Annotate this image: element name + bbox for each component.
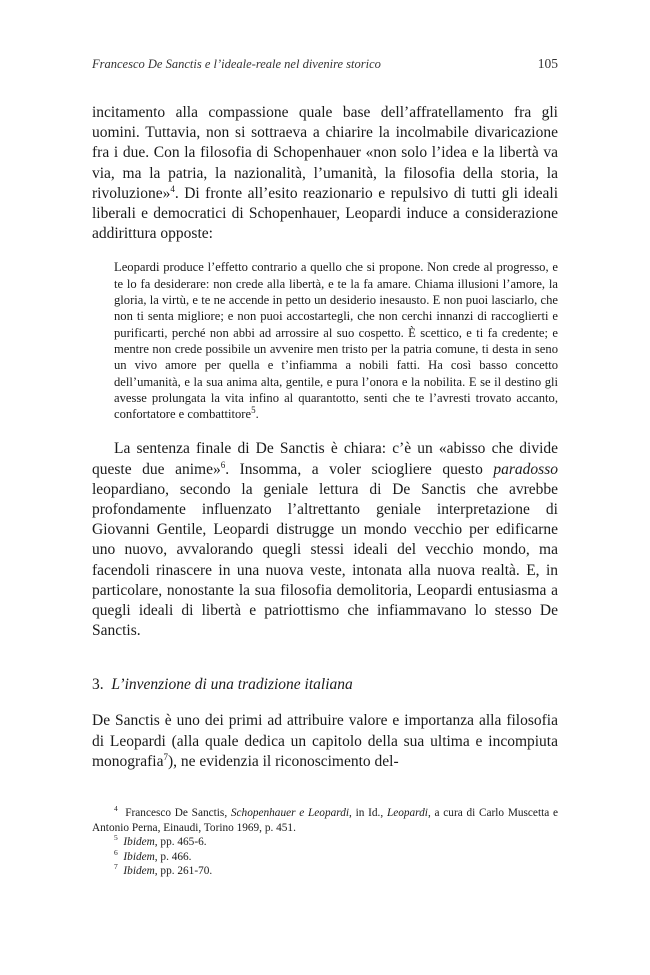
footnote-number: 5	[114, 833, 118, 843]
footnote-title: Ibidem	[123, 865, 155, 878]
footnote-7	[92, 864, 558, 879]
footnote-ref-7[interactable]: 7	[163, 751, 168, 762]
block-quote-text: Leopardi produce l’effetto contrario a quello che si propone. Non crede al progresso, e te lo fa desiderare: non crede alla libertà, e te la fa amare. Chiama illusioni l’amore, la gloria, la virtù, e te ne accende in petto un desiderio inesausto. E non puoi lasciarlo, che non ti senta migliore; e non puoi accostartegli, che non cerchi innanzi di raccoglierti e purificarti, perché non abbi ad arrossire al suo cospetto. È scettico, e ti fa credente; e mentre non crede possibile un avvenire men tristo per la patria comune, ti desta in seno un vivo amore per quella e t’infiamma a nobili fatti. Ha così basso concetto dell’umanità, e la sua anima alta, gentile, e pura l’onora e la nobilita. E se il destino gli avesse prolungata la vita infino al quarantotto, senti che te l’avresti trovato accanto, confortatore e combattitore	[114, 260, 558, 422]
page-number: 105	[537, 56, 558, 71]
section-number: 3.	[92, 676, 104, 694]
paragraph-1-text-continued: . Di fronte all’esito reazionario e repulsivo di tutti gli ideali liberali e democratici di Schopenhauer, Leopardi induce a considerazione addirittura opposte:	[92, 184, 558, 243]
main-text	[92, 103, 558, 879]
italic-term: paradosso	[493, 460, 558, 478]
paragraph-1-text: incitamento alla compassione quale base dell’affratellamento fra gli uomini. Tuttavia, non si sottraeva a chiarire la incolmabile divaricazione fra i due. Con la filosofia di Schopenhauer «non solo l’idea e la libertà va via, ma la patria, la nazionalità, l’umanità, la filosofia della storia, la rivoluzione»	[92, 104, 558, 202]
footnote-number: 6	[114, 848, 118, 858]
footnote-text: , p. 466.	[154, 850, 192, 863]
footnotes	[92, 806, 558, 879]
footnote-5	[92, 835, 558, 850]
paragraph-2-text-c: leopardiano, secondo la geniale lettura di De Sanctis che avrebbe profondamente influenzato l’altrettanto geniale interpretazione di Giovanni Gentile, Leopardi distrugge un mondo vecchio per edificarne uno nuovo, avvalorando quegli stessi ideali del vecchio mondo, ma facendoli rinascere in una nuova veste, intonata alla nuova realtà. E, in particolare, nonostante la sua filosofia demolitoria, Leopardi entusiasma a quegli ideali di libertà e patriottismo che infiammavano lo stesso De Sanctis.	[92, 480, 558, 640]
section-heading	[92, 675, 558, 695]
footnote-text: Francesco De Sanctis,	[125, 807, 231, 820]
footnote-4	[92, 806, 558, 835]
footnote-title: Leopardi	[386, 807, 428, 820]
footnote-ref-5[interactable]: 5	[251, 404, 256, 415]
paragraph-2-text-b: . Insomma, a voler sciogliere questo	[225, 460, 494, 478]
paragraph-2	[92, 439, 558, 641]
block-quote-end: .	[255, 407, 259, 422]
paragraph-1	[92, 103, 558, 244]
page-header	[92, 56, 558, 72]
paragraph-3-text: De Sanctis è uno dei primi ad attribuire valore e importanza alla filosofia di Leopardi (alla quale dedica un capitolo della sua ultima e incompiuta monografia	[92, 712, 558, 770]
footnote-6	[92, 850, 558, 865]
footnote-text: , in Id.,	[349, 807, 387, 820]
footnote-number: 4	[114, 804, 118, 814]
footnote-title: Ibidem	[123, 850, 155, 863]
paragraph-2-text: La sentenza finale di De Sanctis è chiara: c’è un «abisso che divide queste due anime»	[92, 440, 558, 478]
footnote-text: , pp. 261-70.	[154, 865, 213, 878]
paragraph-3	[92, 711, 558, 772]
footnote-text: , pp. 465-6.	[154, 836, 207, 849]
footnote-number: 7	[114, 862, 118, 872]
paragraph-3-text-continued: ), ne evidenzia il riconoscimento del-	[167, 752, 399, 770]
footnote-text: , a cura di Carlo Muscetta e Antonio Perna, Einaudi, Torino 1969, p. 451.	[92, 807, 558, 834]
footnote-title: Schopenhauer e Leopardi	[230, 807, 350, 820]
footnote-ref-6[interactable]: 6	[220, 459, 226, 470]
block-quote	[114, 259, 558, 422]
running-title: Francesco De Sanctis e l’ideale-reale nel divenire storico	[92, 57, 381, 71]
footnote-title: Ibidem	[123, 836, 155, 849]
footnote-ref-4[interactable]: 4	[170, 183, 175, 194]
section-title: L’invenzione di una tradizione italiana	[111, 676, 353, 694]
